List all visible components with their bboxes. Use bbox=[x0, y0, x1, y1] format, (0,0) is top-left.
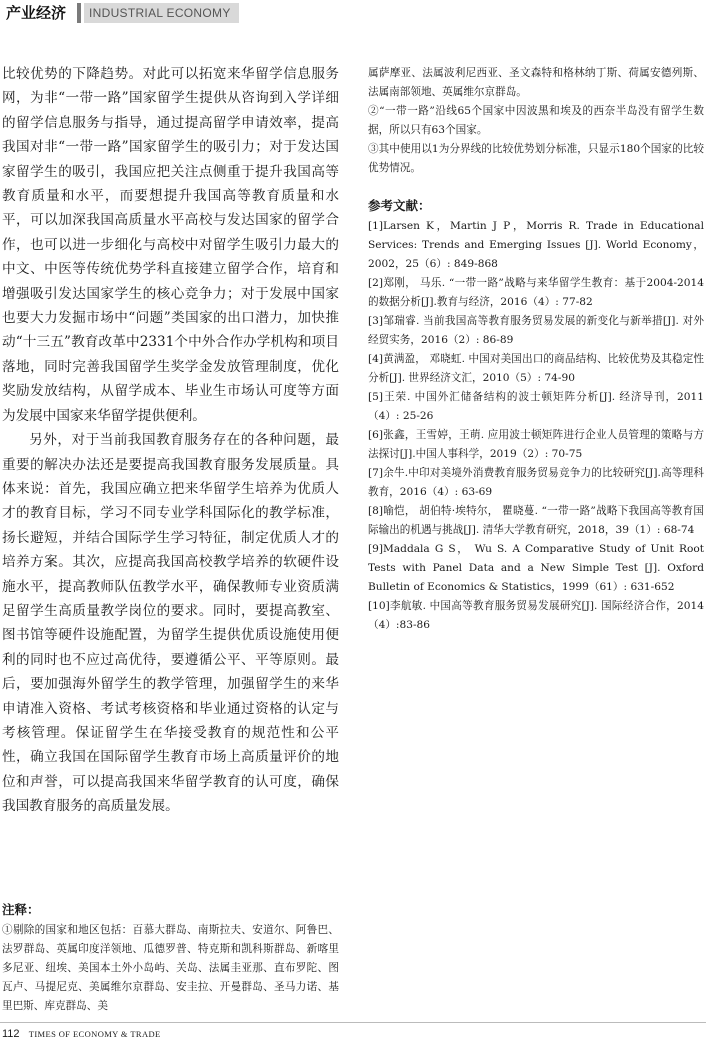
note-item-1: ①剔除的国家和地区包括：百慕大群岛、南斯拉夫、安道尔、阿鲁巴、法罗群岛、英属印度洋领地、瓜德罗普、特克斯和凯科斯群岛、新喀里多尼亚、纽埃、美国本土外小岛屿、关岛、法属圭亚那、直布罗陀、图瓦卢、马提尼克、美属维尔京群岛、安圭拉、开曼群岛、圣马力诺、基里巴斯、库克群岛、美 bbox=[2, 924, 339, 1012]
reference-item: [4]黄满盈， 邓晓虹. 中国对美国出口的商品结构、比较优势及其稳定性分析[J]. 世界经济文汇，2010（5）: 74-90 bbox=[368, 353, 704, 384]
page-footer bbox=[2, 1028, 161, 1041]
notes-section bbox=[2, 900, 339, 1016]
reference-item: [7]余牛.中印对美境外消费教育服务贸易竞争力的比较研究[J].高等理科教育，2016（4）: 63-69 bbox=[368, 467, 704, 498]
reference-item: [10]李航敏. 中国高等教育服务贸易发展研究[J]. 国际经济合作，2014（4）:83-86 bbox=[368, 600, 704, 631]
note-item-3: ③其中使用以1为分界线的比较优势划分标准，只显示180个国家的比较优势情况。 bbox=[368, 143, 704, 174]
references-heading: 参考文献： bbox=[368, 198, 431, 213]
note-item-2: ②“一带一路”沿线65个国家中因波黑和埃及的西奈半岛没有留学生数据，所以只有63个国家。 bbox=[368, 105, 704, 136]
journal-section-label: INDUSTRIAL ECONOMY bbox=[84, 3, 239, 23]
footer-divider bbox=[0, 1022, 706, 1023]
right-column bbox=[368, 64, 704, 635]
header-divider bbox=[77, 3, 81, 23]
body-paragraph-2: 另外，对于当前我国教育服务存在的各种问题，最重要的解决办法还是要提高我国教育服务发展质量。具体来说：首先，我国应确立把来华留学生培养为优质人才的教育目标，学习不同专业学科国际化的教学标准，扬长避短，并结合国际学生学习特征，制定优质人才的培养方案。其次，应提高我国高校教学培养的软硬件设施水平，提高教师队伍教学水平，确保教师专业资质满足留学生高质量教学岗位的要求。同时，要提高教室、图书馆等硬件设施配置，为留学生提供优质设施使用便利的同时也不应过高优待，要遵循公平、平等原则。最后，要加强海外留学生的教学管理，加强留学生的来华申请准入资格、考试考核资格和毕业通过资格的认定与考核管理。保证留学生在华接受教育的规范性和公平性，确立我国在国际留学生教育市场上高质量评价的地位和声誉，可以提高我国来华留学教育的认可度，确保我国教育服务的高质量发展。 bbox=[2, 432, 339, 815]
reference-item: [6]张鑫，王雪婷，王萌. 应用波士顿矩阵进行企业人员管理的策略与方法探讨[J].中国人事科学，2019（2）: 70-75 bbox=[368, 429, 704, 460]
reference-item: [5]王荣. 中国外汇储备结构的波士顿矩阵分析[J]. 经济导刊，2011（4）: 25-26 bbox=[368, 391, 704, 422]
body-paragraph-1: 比较优势的下降趋势。对此可以拓宽来华留学信息服务网，为非“一带一路”国家留学生提供从咨询到入学详细的留学信息服务与指导，通过提高留学申请效率，提高我国对非“一带一路”国家留学生的吸引力；对于发达国家留学生的吸引，我国应把关注点侧重于提升我国高等教育质量和水平，而要想提升我国高等教育质量和水平，可以加深我国高质量水平高校与发达国家的留学合作，也可以进一步细化与高校中对留学生吸引力最大的中文、中医等传统优势学科直接建立留学合作，培育和增强吸引发达国家学生的核心竞争力；对于发展中国家也要大力发掘市场中“问题”类国家的出口潜力，加快推动“十三五”教育改革中2331个中外合作办学机构和项目落地，同时完善我国留学生奖学金发放管理制度，优化奖励发放结构，从留学成本、毕业生市场认可度等方面为发展中国家来华留学提供便利。 bbox=[2, 66, 339, 424]
notes-heading: 注释： bbox=[2, 902, 40, 917]
body-text-column bbox=[2, 62, 339, 819]
page-header bbox=[0, 0, 706, 26]
reference-item: [1]Larsen K，Martin J P，Morris R. Trade in Educational Services: Trends and Emerging Issues [J]. World Economy，2002，25（6）: 849-868 bbox=[368, 220, 704, 270]
section-title: 产业经济 bbox=[0, 0, 84, 26]
reference-item: [2]郑刚， 马乐. “一带一路”战略与来华留学生教育：基于2004-2014的数据分析[J].教育与经济，2016（4）: 77-82 bbox=[368, 277, 704, 308]
reference-item: [3]邹瑞睿. 当前我国高等教育服务贸易发展的新变化与新举措[J]. 对外经贸实务，2016（2）: 86-89 bbox=[368, 315, 704, 346]
reference-item: [8]喻恺， 胡伯特·埃特尔， 瞿晓蔓. “一带一路”战略下我国高等教育国际输出的机遇与挑战[J]. 清华大学教育研究，2018，39（1）: 68-74 bbox=[368, 505, 704, 536]
page-number: 112 bbox=[2, 1028, 20, 1040]
reference-item: [9]Maddala G S， Wu S. A Comparative Study of Unit Root Tests with Panel Data and a New Simple Test [J]. Oxford Bulletin of Economics & Statistics，1999（61）: 631-652 bbox=[368, 543, 704, 593]
journal-name: TIMES OF ECONOMY & TRADE bbox=[28, 1029, 161, 1039]
note-item-1-continued: 属萨摩亚、法属波利尼西亚、圣文森特和格林纳丁斯、荷属安德列斯、法属南部领地、英属维尔京群岛。 bbox=[368, 67, 704, 98]
